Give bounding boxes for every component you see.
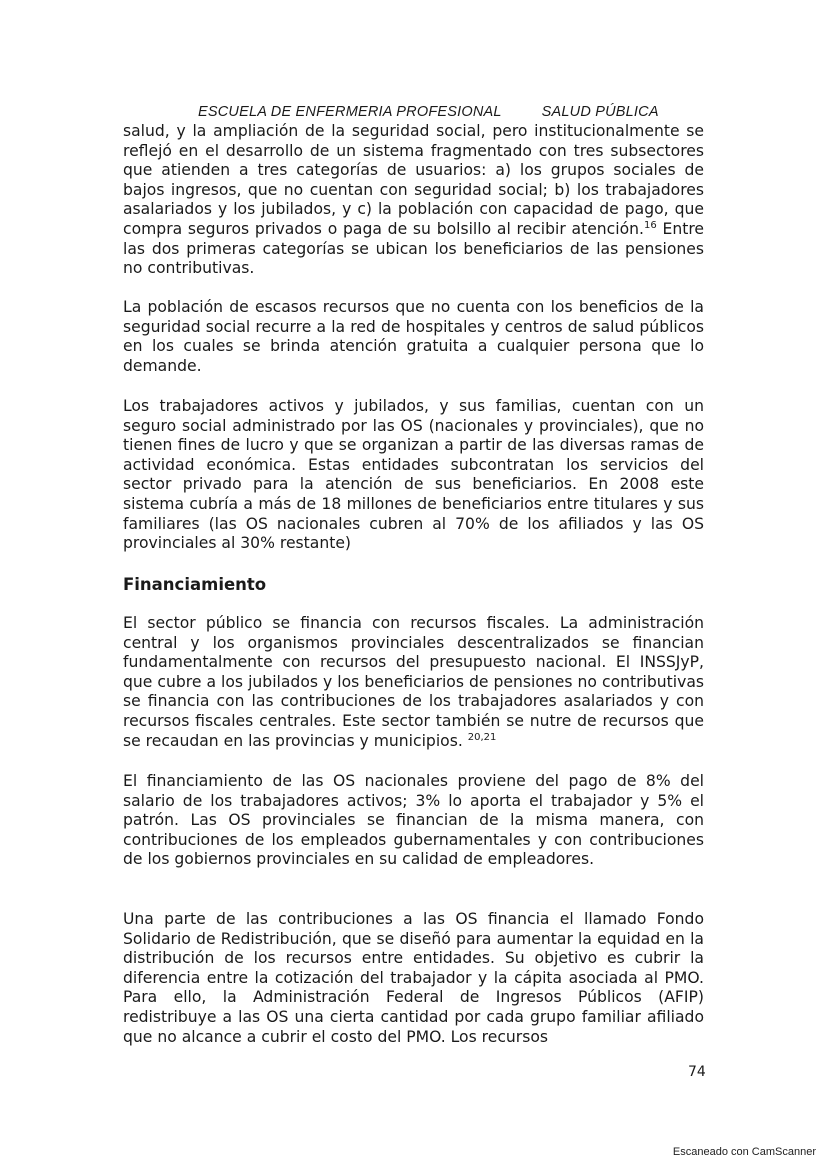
paragraph-text: salud, y la ampliación de la seguridad social, pero institucionalmente se reflejó en el desarrollo de un sistema fragmentado con tres subsectores que atienden a tres categorías de usuarios: a) los grupos sociales de bajos ingresos, que no cuentan con seguridad social; b) los trabajadores asalariados y los jubilados, y c) la población con capacidad de pago, que compra seguros privados o paga de su bolsillo al recibir atención.: [123, 122, 704, 238]
paragraph-solidarity-fund: Una parte de las contribuciones a las OS financia el llamado Fondo Solidario de Redistribución, que se diseñó para aumentar la equidad en la distribución de los recursos entre entidades. Su objetivo es cubrir la diferencia entre la cotización del trabajador y la cápita asociada al PMO. Para ello, la Administración Federal de Ingresos Públicos (AFIP) redistribuye a las OS una cierta cantidad por cada grupo familiar afiliado que no alcance a cubrir el costo del PMO. Los recursos: [123, 910, 704, 1046]
paragraph-text-after: Entre las dos primeras categorías se ubican los beneficiarios de las pensiones no contributivas.: [123, 219, 704, 278]
paragraph-public-hospitals: La población de escasos recursos que no cuenta con los beneficios de la seguridad social recurre a la red de hospitales y centros de salud públicos en los cuales se brinda atención gratuita a cualquier persona que lo demande.: [123, 298, 704, 375]
page-header: [198, 104, 659, 120]
page-number: 74: [688, 1064, 706, 1080]
header-school: ESCUELA DE ENFERMERIA PROFESIONAL: [198, 104, 502, 120]
paragraph-text: El sector público se financia con recursos fiscales. La administración central y los organismos provinciales descentralizados se financian fundamentalmente con recursos del presupuesto nacional. El INSSJyP, que cubre a los jubilados y los beneficiarios de pensiones no contributivas se financia con las contribuciones de los trabajadores asalariados y con recursos fiscales centrales. Este sector también se nutre de recursos que se recaudan en las provincias y municipios.: [123, 614, 704, 750]
scanner-watermark: Escaneado con CamScanner: [672, 1146, 816, 1158]
footnote-ref: 16: [643, 219, 657, 231]
footnote-ref: 20,21: [467, 731, 497, 743]
section-heading: Financiamiento: [123, 575, 267, 594]
paragraph-public-financing: [123, 614, 704, 751]
paragraph-continuation: [123, 122, 704, 279]
header-subject: SALUD PÚBLICA: [541, 104, 659, 120]
paragraph-os-financing: El financiamiento de las OS nacionales proviene del pago de 8% del salario de los trabajadores activos; 3% lo aporta el trabajador y 5% el patrón. Las OS provinciales se financian de la misma manera, con contribuciones de los empleados gubernamentales y con contribuciones de los gobiernos provinciales en su calidad de empleadores.: [123, 772, 704, 869]
paragraph-social-security: Los trabajadores activos y jubilados, y sus familias, cuentan con un seguro social administrado por las OS (nacionales y provinciales), que no tienen fines de lucro y que se organizan a partir de las diversas ramas de actividad económica. Estas entidades subcontratan los servicios del sector privado para la atención de sus beneficiarios. En 2008 este sistema cubría a más de 18 millones de beneficiarios entre titulares y sus familiares (las OS nacionales cubren al 70% de los afiliados y las OS provinciales al 30% restante): [123, 397, 704, 553]
